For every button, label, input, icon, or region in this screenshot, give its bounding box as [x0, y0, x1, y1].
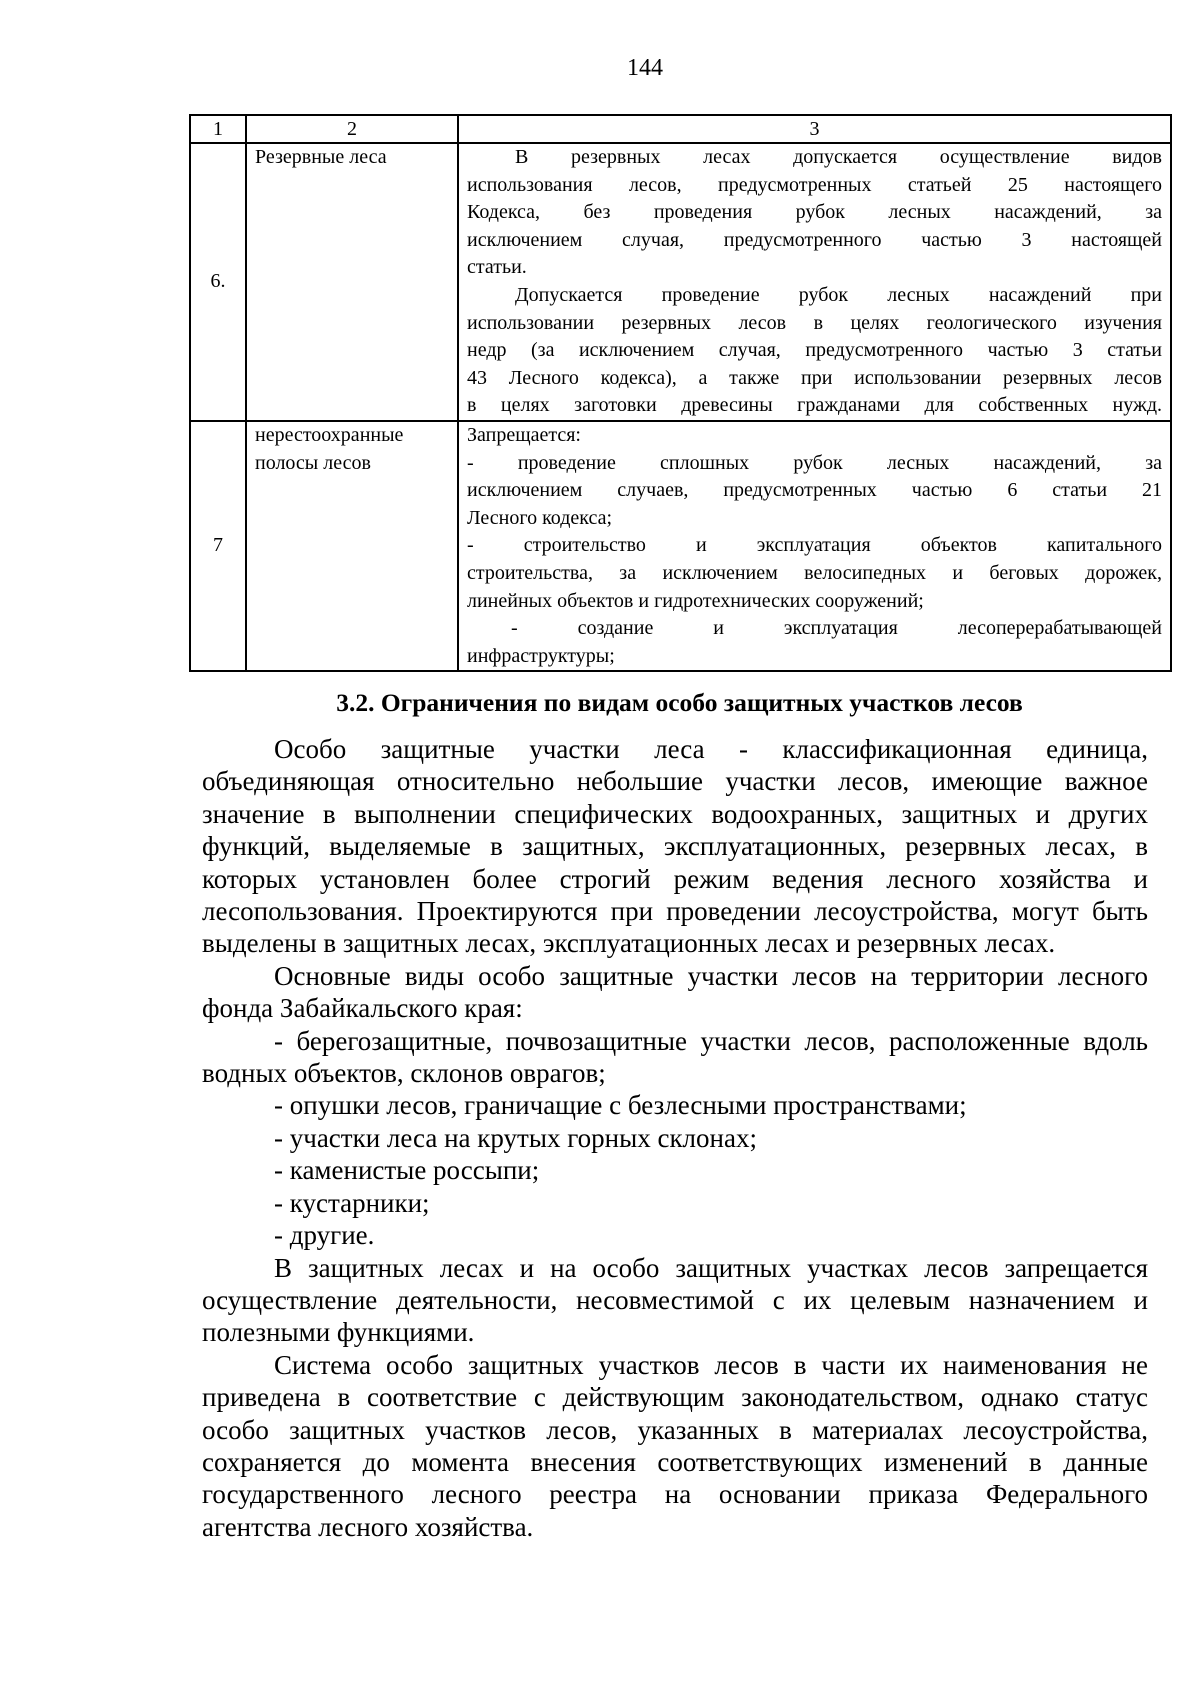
table-header-cell: 3 — [458, 115, 1171, 143]
text-line: лесопользования. Проектируются при проведении лесоустройства, могут быть — [202, 896, 1148, 927]
text-line: Основные виды особо защитные участки лесов на территории лесного — [274, 960, 1148, 991]
table-header-row — [190, 115, 1171, 143]
category-line: полосы лесов — [255, 451, 371, 474]
paragraph — [202, 960, 1148, 1025]
text-line: объединяющая относительно небольшие участки лесов, имеющие важное — [202, 766, 1148, 797]
text-line: особо защитных участков лесов, указанных в материалах лесоустройства, — [202, 1414, 1148, 1445]
list-item: - берегозащитные, почвозащитные участки лесов, расположенные вдоль — [274, 1025, 1148, 1056]
page-number: 144 — [627, 55, 663, 81]
text-line: осуществление деятельности, несовместимой с их целевым назначением и — [202, 1284, 1148, 1315]
text-line: 43 Лесного кодекса), а также при использовании резервных лесов — [467, 366, 1162, 389]
bullet-list — [202, 1025, 1148, 1252]
paragraph — [202, 1252, 1148, 1349]
text-line: функций, выделяемые в защитных, эксплуатационных, резервных лесах, в — [202, 831, 1148, 862]
forest-category — [246, 421, 458, 671]
text-line: значение в выполнении специфических водоохранных, защитных и других — [202, 798, 1148, 829]
text-line: использования лесов, предусмотренных статьей 25 настоящего — [467, 173, 1162, 196]
text-line: инфраструктуры; — [467, 644, 615, 667]
text-line: выделены в защитных лесах, эксплуатационных лесах и резервных лесах. — [202, 928, 1056, 959]
list-item: - другие. — [274, 1220, 375, 1251]
text-line: статьи. — [467, 256, 527, 279]
section-title: 3.2. Ограничения по видам особо защитных участков лесов — [336, 688, 1023, 717]
table-header-cell: 2 — [246, 115, 458, 143]
restriction-text — [458, 143, 1171, 421]
list-item: - кустарники; — [274, 1187, 430, 1218]
text-line: государственного лесного реестра на основании приказа Федерального — [202, 1479, 1148, 1510]
text-line: Кодекса, без проведения рубок лесных насаждений, за — [467, 201, 1162, 224]
paragraph — [202, 733, 1148, 960]
text-line: агентства лесного хозяйства. — [202, 1511, 534, 1542]
text-line: Особо защитные участки леса - классификационная единица, — [274, 734, 1148, 764]
text-line: которых установлен более строгий режим ведения лесного хозяйства и — [202, 863, 1148, 894]
table-header-cell: 1 — [190, 115, 246, 143]
text-line: исключением случая, предусмотренного частью 3 настоящей — [467, 228, 1162, 251]
text-line: исключением случаев, предусмотренных частью 6 статьи 21 — [467, 479, 1162, 502]
text-line: Допускается проведение рубок лесных насаждений при — [515, 283, 1162, 306]
list-item-continuation: водных объектов, склонов оврагов; — [202, 1058, 606, 1089]
text-line: - создание и эксплуатация лесоперерабатывающей — [511, 617, 1162, 640]
paragraph — [202, 1349, 1148, 1543]
list-item: - участки леса на крутых горных склонах; — [274, 1122, 757, 1153]
text-line: в целях заготовки древесины гражданами для собственных нужд. — [467, 394, 1162, 417]
text-line: недр (за исключением случая, предусмотренного частью 3 статьи — [467, 339, 1162, 362]
restrictions-table — [189, 114, 1172, 672]
text-line: фонда Забайкальского края: — [202, 993, 523, 1024]
text-line: - проведение сплошных рубок лесных насаждений, за — [467, 451, 1162, 474]
forest-category: Резервные леса — [246, 143, 458, 421]
list-item: - опушки лесов, граничащие с безлесными пространствами; — [274, 1090, 967, 1121]
body-text — [202, 733, 1148, 1543]
text-line: полезными функциями. — [202, 1317, 475, 1348]
text-line: строительства, за исключением велосипедных и беговых дорожек, — [467, 561, 1162, 584]
row-number: 7 — [190, 421, 246, 671]
table-row — [190, 143, 1171, 421]
text-line: В защитных лесах и на особо защитных участках лесов запрещается — [274, 1252, 1148, 1283]
text-line: сохраняется до момента внесения соответствующих изменений в данные — [202, 1446, 1148, 1477]
text-line: - строительство и эксплуатация объектов капитального — [467, 534, 1162, 557]
text-line: Система особо защитных участков лесов в части их наименования не — [274, 1349, 1148, 1380]
row-number: 6. — [190, 143, 246, 421]
list-item: - каменистые россыпи; — [274, 1155, 540, 1186]
text-line: Запрещается: — [467, 423, 581, 446]
text-line: приведена в соответствие с действующим законодательством, однако статус — [202, 1382, 1148, 1413]
restriction-text — [458, 421, 1171, 671]
table-row — [190, 421, 1171, 671]
text-line: Лесного кодекса; — [467, 506, 613, 529]
text-line: использовании резервных лесов в целях геологического изучения — [467, 311, 1162, 334]
text-line: линейных объектов и гидротехнических сооружений; — [467, 589, 924, 612]
category-line: нерестоохранные — [255, 423, 404, 446]
text-line: В резервных лесах допускается осуществление видов — [515, 146, 1162, 168]
